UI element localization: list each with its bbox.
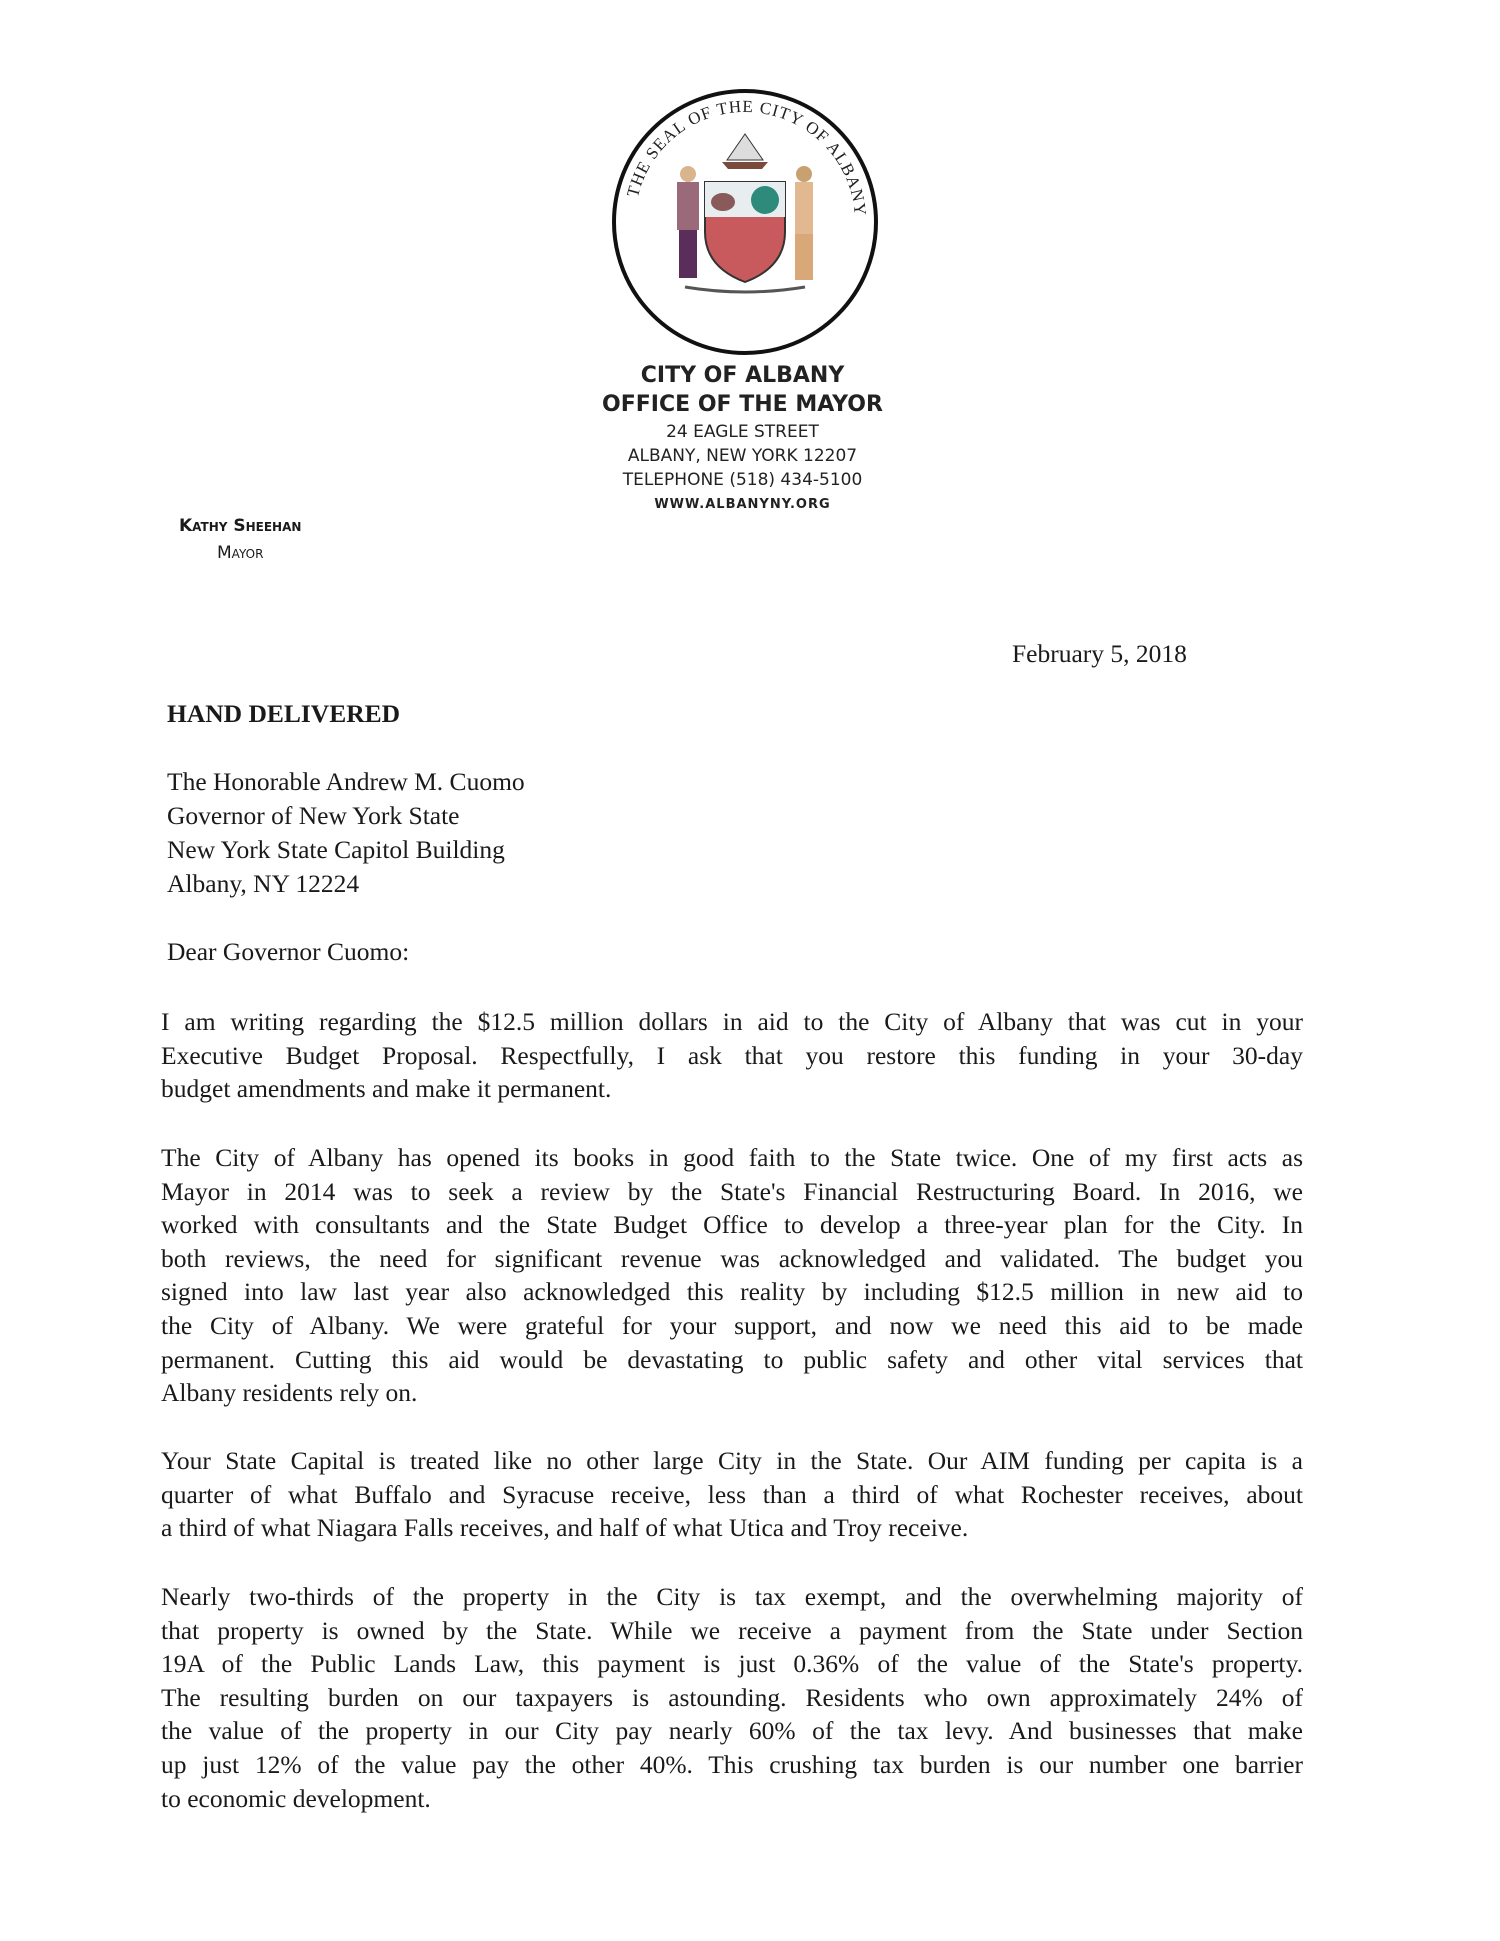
city-seal-logo: [605, 82, 885, 362]
paragraph-line: that property is owned by the State. While we receive a payment from the State under Section: [161, 1615, 1303, 1645]
salutation: Dear Governor Cuomo:: [167, 937, 410, 966]
body-paragraph-4: [161, 1580, 1303, 1815]
paragraph-line: The City of Albany has opened its books in good faith to the State twice. One of my first acts as: [161, 1143, 1303, 1172]
body-paragraph-1: [161, 1005, 1303, 1106]
paragraph-line: worked with consultants and the State Budget Office to develop a three-year plan for the City. In: [161, 1210, 1303, 1240]
paragraph-line: to economic development.: [161, 1783, 431, 1813]
paragraph-line: The resulting burden on our taxpayers is astounding. Residents who own approximately 24% of: [161, 1682, 1303, 1712]
paragraph-line: Your State Capital is treated like no other large City in the State. Our AIM funding per capita is a: [161, 1446, 1303, 1475]
paragraph-line: Executive Budget Proposal. Respectfully, I ask that you restore this funding in your 30-day: [161, 1040, 1303, 1070]
seal-ring-text: THE SEAL OF THE CITY OF ALBANY: [623, 96, 870, 218]
paragraph-line: both reviews, the need for significant revenue was acknowledged and validated. The budget you: [161, 1243, 1303, 1273]
paragraph-line: Mayor in 2014 was to seek a review by the State's Financial Restructuring Board. In 2016, we: [161, 1176, 1303, 1206]
recipient-line: Albany, NY 12224: [167, 869, 360, 898]
letterhead-city: ALBANY, NEW YORK 12207: [627, 446, 858, 466]
sender-name: Kathy Sheehan: [179, 516, 302, 536]
letterhead-website: WWW.ALBANYNY.ORG: [654, 497, 831, 512]
paragraph-line: Nearly two-thirds of the property in the City is tax exempt, and the overwhelming majority of: [161, 1582, 1303, 1611]
paragraph-line: up just 12% of the value pay the other 40%. This crushing tax burden is our number one barrier: [161, 1749, 1303, 1779]
recipient-address: [167, 765, 525, 901]
paragraph-line: signed into law last year also acknowledged this reality by including $12.5 million in new aid to: [161, 1277, 1303, 1307]
paragraph-line: the value of the property in our City pay nearly 60% of the tax levy. And businesses that make: [161, 1716, 1303, 1746]
paragraph-line: a third of what Niagara Falls receives, and half of what Utica and Troy receive.: [161, 1513, 969, 1543]
letterhead-org: CITY OF ALBANY: [640, 363, 845, 388]
sender-title: Mayor: [217, 543, 264, 563]
paragraph-line: Albany residents rely on.: [161, 1378, 418, 1408]
body-paragraph-3: [161, 1444, 1303, 1545]
paragraph-line: permanent. Cutting this aid would be devastating to public safety and other vital services that: [161, 1344, 1303, 1374]
paragraph-line: budget amendments and make it permanent.: [161, 1074, 612, 1104]
letterhead-office: OFFICE OF THE MAYOR: [602, 392, 883, 417]
letterhead-phone: TELEPHONE (518) 434-5100: [622, 470, 863, 490]
paragraph-line: I am writing regarding the $12.5 million dollars in aid to the City of Albany that was cut in your: [161, 1007, 1303, 1036]
paragraph-line: 19A of the Public Lands Law, this payment is just 0.36% of the value of the State's property.: [161, 1649, 1303, 1679]
letterhead-street: 24 EAGLE STREET: [666, 422, 819, 442]
body-paragraph-2: [161, 1141, 1303, 1410]
delivery-note: HAND DELIVERED: [167, 699, 401, 728]
recipient-line: New York State Capitol Building: [167, 835, 505, 864]
recipient-line: The Honorable Andrew M. Cuomo: [167, 767, 525, 796]
paragraph-line: quarter of what Buffalo and Syracuse receive, less than a third of what Rochester receives, about: [161, 1479, 1303, 1509]
letter-date: February 5, 2018: [1012, 639, 1187, 668]
paragraph-line: the City of Albany. We were grateful for your support, and now we need this aid to be made: [161, 1310, 1303, 1340]
recipient-line: Governor of New York State: [167, 801, 460, 830]
